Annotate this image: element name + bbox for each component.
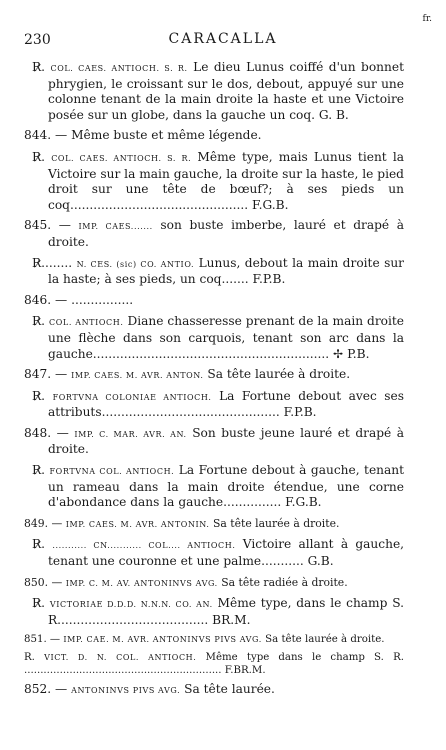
entry-lead: R̷.: [32, 388, 46, 403]
entry-lead: R̷.: [32, 596, 46, 611]
catalogue-entries: [24, 60, 404, 704]
reverse-entry: [24, 150, 404, 213]
entry-description: Même type dans le champ S. R. ............................................................. F.BR.M.: [24, 652, 404, 677]
entry-description: Même type, dans le champ S. R....................................... BR.M.: [48, 596, 404, 627]
entry-description: Sa tête laurée à droite.: [265, 634, 385, 646]
legend-text: VICTORIAE D.D.D. N.N.N. CO. AN.: [49, 600, 213, 610]
legend-text: ........... CN........... COL.... ANTIOCH.: [52, 541, 236, 551]
entry-description: Même buste et même légende.: [71, 128, 262, 143]
legend-text: IMP. CAE. M. AVR. ANTONINVS PIVS AVG.: [63, 635, 262, 645]
entry-description: Sa tête radiée à droite.: [221, 575, 348, 589]
running-title: CARACALLA: [168, 31, 278, 47]
running-header: [0, 30, 446, 50]
legend-text: N. CES. (sic) CO. ANTIO.: [76, 259, 195, 269]
numbered-entry: [24, 516, 404, 533]
entry-lead: R̷........: [32, 255, 73, 270]
entry-description: Même type, mais Lunus tient la Victoire sur la main gauche, la droite sur la haste, le pied droit sur une tête de bœuf?; à ses pieds un coq.............................................. F.G.B.: [48, 149, 404, 212]
numbered-entry: [24, 293, 404, 310]
reverse-entry: [24, 314, 404, 362]
legend-text: ANTONINVS PIVS AVG.: [71, 686, 181, 696]
entry-lead: 847. —: [24, 367, 68, 382]
entry-lead: R̷.: [32, 537, 46, 552]
entry-lead: R̷.: [32, 149, 46, 164]
entry-lead: 851. —: [24, 634, 61, 646]
entry-description: La Fortune debout avec ses attributs.............................................. F.P.B.: [48, 388, 404, 420]
entry-description: Diane chasseresse prenant de la main droite une flèche dans son carquois, tenant son arc dans la gauche............................................................. ✢ P.B.: [48, 314, 405, 361]
entry-description: Le dieu Lunus coiffé d'un bonnet phrygien, le croissant sur le dos, debout, appuyé sur une colonne tenant de la main droite la haste et une Victoire posée sur un globe, dans la gauche un coq. G. B.: [48, 60, 404, 122]
entry-lead: R̷.: [32, 60, 46, 74]
legend-text: VICT. D. N. COL. ANTIOCH.: [44, 653, 197, 663]
numbered-entry: [24, 367, 404, 384]
reverse-entry: [24, 537, 404, 569]
entry-lead: 848. —: [24, 425, 69, 440]
entry-lead: 849. —: [24, 516, 63, 530]
entry-lead: R̷.: [32, 463, 46, 478]
entry-description: La Fortune debout à gauche, tenant un rameau dans la main droite étendue, une corne d'abondance dans la gauche............... F.G.B.: [48, 463, 405, 510]
entry-description: Sa tête laurée à droite.: [212, 516, 340, 530]
legend-text: IMP. CAES. M. AVR. ANTON.: [71, 371, 204, 381]
entry-description: Sa tête laurée.: [184, 682, 275, 697]
reverse-entry: [24, 596, 404, 628]
entry-lead: 852. —: [24, 682, 68, 697]
entry-lead: R̷.: [32, 314, 46, 329]
legend-text: FORTVNA COLONIAE ANTIOCH.: [52, 392, 212, 402]
reverse-entry: [24, 389, 404, 421]
reverse-entry: [24, 256, 404, 288]
numbered-entry: [24, 218, 404, 250]
entry-lead: 850. —: [24, 575, 63, 589]
legend-text: COL. ANTIOCH.: [49, 318, 124, 328]
legend-text: IMP. C. MAR. AVR. AN.: [74, 429, 187, 439]
numbered-entry: [24, 128, 404, 145]
margin-mark: fr.: [422, 14, 432, 24]
legend-text: IMP. CAES. M. AVR. ANTONIN.: [65, 519, 210, 529]
entry-lead: R.: [24, 652, 35, 664]
entry-description: ................: [71, 292, 134, 307]
entry-lead: 845. —: [24, 218, 71, 233]
numbered-entry: [24, 682, 404, 699]
numbered-entry: [24, 575, 404, 592]
reverse-entry: [24, 60, 404, 123]
entry-description: Victoire allant à gauche, tenant une couronne et une palme........... G.B.: [48, 537, 405, 569]
entry-lead: 844. —: [24, 128, 68, 143]
legend-text: COL. CAES. ANTIOCH. S. R.: [51, 153, 192, 163]
entry-description: Son buste jeune lauré et drapé à droite.: [48, 425, 404, 457]
page-number: 230: [24, 32, 51, 48]
legend-text: COL. CAES. ANTIOCH. S. R.: [50, 64, 188, 73]
entry-description: Sa tête laurée à droite.: [207, 367, 351, 382]
entry-description: son buste imberbe, lauré et drapé à droite.: [48, 218, 405, 249]
entry-description: Lunus, debout la main droite sur la haste; à ses pieds, un coq....... F.P.B.: [48, 255, 405, 287]
numbered-entry: [24, 633, 404, 646]
reverse-entry: [24, 651, 404, 677]
legend-text: IMP. C. M. AV. ANTONINVS AVG.: [65, 578, 218, 588]
legend-text: FORTVNA COL. ANTIOCH.: [49, 467, 175, 477]
entry-lead: 846. —: [24, 292, 68, 307]
reverse-entry: [24, 463, 404, 511]
numbered-entry: [24, 426, 404, 458]
legend-text: IMP. CAES.......: [78, 222, 153, 232]
